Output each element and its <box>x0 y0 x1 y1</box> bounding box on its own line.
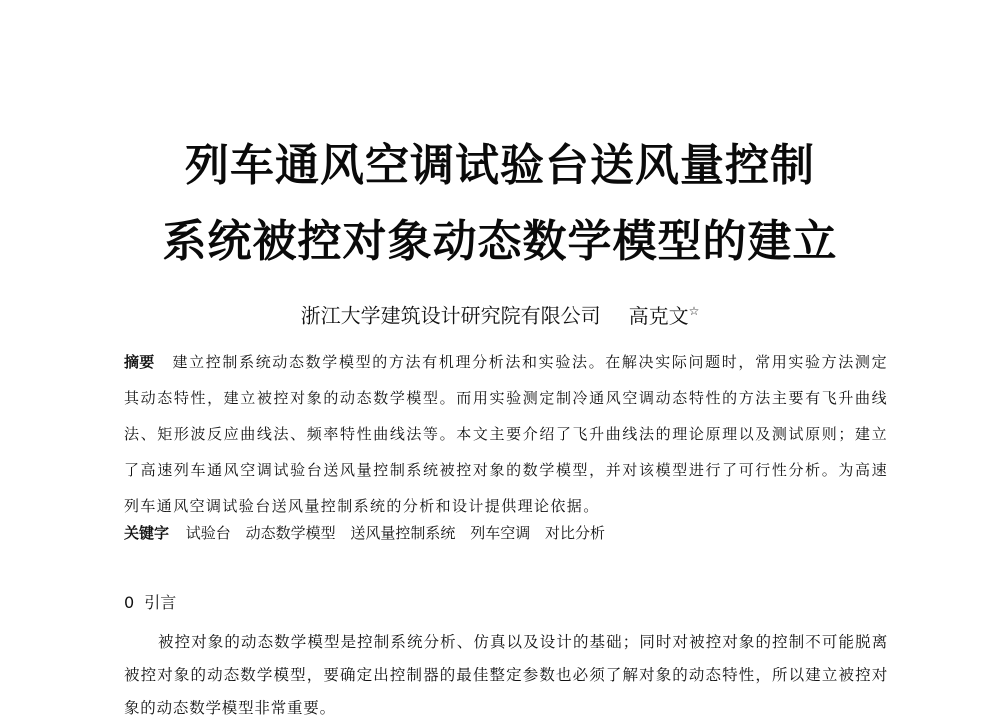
keyword: 试验台 <box>185 524 231 542</box>
keywords-label: 关键字 <box>124 524 170 542</box>
paper-title-line-2: 系统被控对象动态数学模型的建立 <box>162 216 838 267</box>
keyword: 对比分析 <box>544 524 605 542</box>
abstract-text: 建立控制系统动态数学模型的方法有机理分析法和实验法。在解决实际问题时，常用实验方法测定其动态特性，建立被控对象的动态数学模型。而用实验测定制冷通风空调动态特性的方法主要有飞升曲线法、矩形波反应曲线法、频率特性曲线法等。本文主要介绍了飞升曲线法的理论原理以及测试原则；建立了高速列车通风空调试验台送风量控制系统被控对象的数学模型，并对该模型进行了可行性分析。为高速列车通风空调试验台送风量控制系统的分析和设计提供理论依据。 <box>124 353 888 515</box>
abstract <box>124 344 888 524</box>
byline <box>0 296 1000 331</box>
keyword: 列车空调 <box>470 524 531 542</box>
section-number: 0 <box>124 593 135 612</box>
author-name: 高克文 <box>628 303 689 328</box>
intro-paragraph: 被控对象的动态数学模型是控制系统分析、仿真以及设计的基础；同时对被控对象的控制不可能脱离被控对象的动态数学模型，要确定出控制器的最佳整定参数也必须了解对象的动态特性，所以建立被控对象的动态数学模型非常重要。 <box>124 633 888 717</box>
affiliation: 浙江大学建筑设计研究院有限公司 <box>300 303 601 328</box>
author-mark: ☆ <box>688 304 700 318</box>
keywords <box>124 518 888 548</box>
section-heading <box>124 590 176 616</box>
section-title: 引言 <box>144 593 177 612</box>
abstract-label: 摘要 <box>124 353 155 371</box>
keyword: 动态数学模型 <box>245 524 336 542</box>
keyword: 送风量控制系统 <box>350 524 456 542</box>
paper-title-line-1: 列车通风空调试验台送风量控制 <box>185 140 815 191</box>
